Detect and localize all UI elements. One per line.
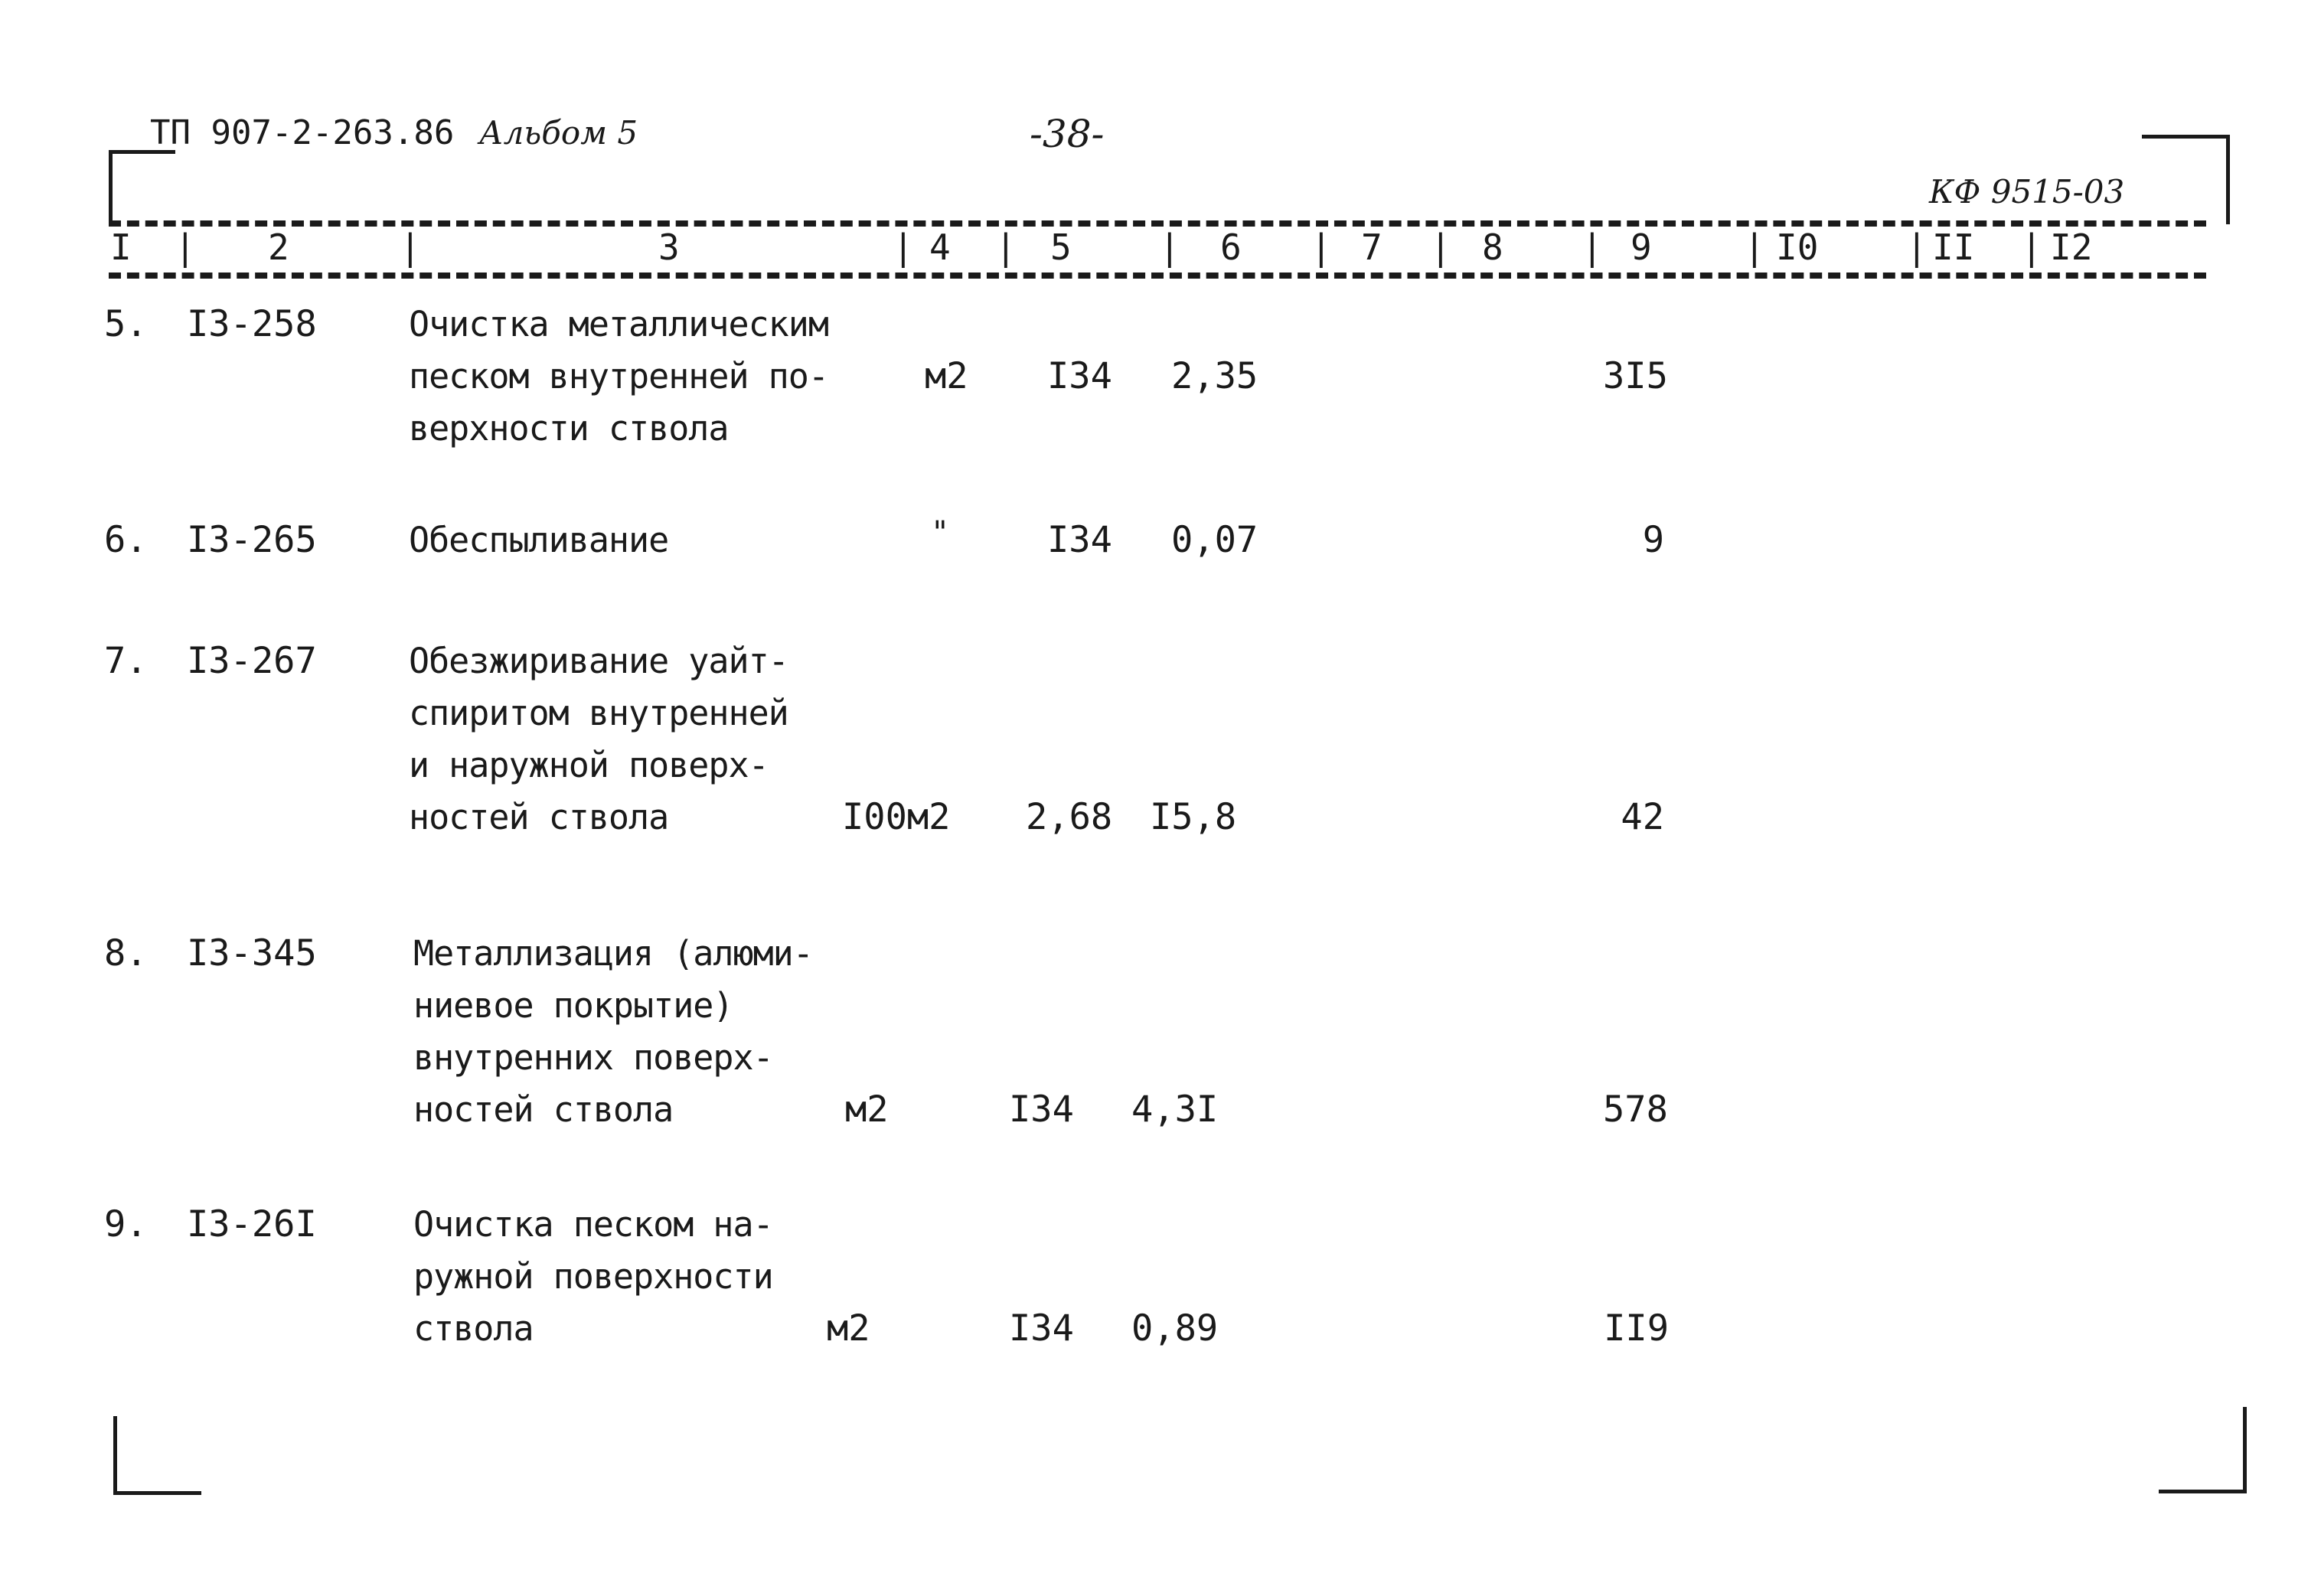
- description-line: ствола: [413, 1308, 534, 1349]
- quantity: I34: [1009, 1088, 1074, 1131]
- unit-price: 0,89: [1131, 1307, 1219, 1350]
- column-divider: |: [1159, 227, 1180, 268]
- column-number: 3: [658, 227, 680, 268]
- column-divider: |: [1311, 227, 1332, 268]
- column-divider: |: [1582, 227, 1603, 268]
- norm-code: I3-26I: [187, 1203, 317, 1245]
- description-line: Обеспыливание: [409, 520, 669, 560]
- column-divider: |: [995, 227, 1017, 268]
- description-line: ностей ствола: [413, 1089, 674, 1130]
- header-rule-top: [109, 220, 2206, 227]
- document-code: [150, 113, 638, 152]
- row-number: 5.: [104, 303, 148, 345]
- column-divider: |: [1430, 227, 1451, 268]
- total-cost: II9: [1604, 1307, 1669, 1350]
- description-line: песком внутренней по-: [409, 356, 828, 397]
- column-divider: |: [893, 227, 914, 268]
- unit-price: 4,3I: [1131, 1088, 1219, 1131]
- norm-code: I3-258: [187, 303, 317, 345]
- column-divider: |: [2021, 227, 2042, 268]
- description-line: Очистка металлическим: [409, 304, 828, 344]
- document-code-text: ТП 907-2-263.86: [150, 113, 455, 152]
- column-number: 5: [1050, 227, 1072, 268]
- page-number: -38-: [1030, 112, 1105, 156]
- top-right-frame-bracket: [2142, 135, 2230, 224]
- total-cost: 42: [1621, 796, 1664, 838]
- column-divider: |: [1906, 227, 1928, 268]
- total-cost: 3I5: [1603, 355, 1668, 397]
- unit-price: 2,35: [1171, 355, 1258, 397]
- norm-code: I3-265: [187, 519, 317, 561]
- header-rule-bottom: [109, 273, 2206, 279]
- column-number: 9: [1631, 227, 1652, 268]
- total-cost: 9: [1642, 519, 1664, 561]
- column-number: II: [1932, 227, 1975, 268]
- description-line: ружной поверхности: [413, 1256, 773, 1297]
- album-label: Альбом 5: [478, 114, 638, 152]
- column-number: 8: [1482, 227, 1503, 268]
- description-line: внутренних поверх-: [413, 1037, 773, 1078]
- quantity: 2,68: [1026, 796, 1113, 838]
- column-divider: |: [175, 227, 196, 268]
- description-line: ностей ствола: [409, 797, 669, 837]
- row-number: 9.: [104, 1203, 148, 1245]
- column-number: I: [110, 227, 132, 268]
- norm-code: I3-267: [187, 640, 317, 682]
- column-number: I0: [1776, 227, 1819, 268]
- unit: м2: [827, 1307, 870, 1350]
- description-line: верхности ствола: [409, 408, 729, 449]
- unit: м2: [925, 355, 968, 397]
- description-line: и наружной поверх-: [409, 745, 769, 785]
- top-left-frame-bracket: [109, 150, 175, 224]
- column-number: 2: [268, 227, 289, 268]
- sheet-code: КФ 9515-03: [1929, 173, 2125, 211]
- unit-price: I5,8: [1150, 796, 1237, 838]
- column-number: 7: [1361, 227, 1382, 268]
- description-line: Обезжиривание уайт-: [409, 641, 788, 681]
- bottom-right-frame-bracket: [2159, 1407, 2247, 1493]
- bottom-left-frame-bracket: [113, 1416, 201, 1495]
- column-divider: |: [400, 227, 421, 268]
- column-number: I2: [2050, 227, 2093, 268]
- quantity: I34: [1009, 1307, 1074, 1350]
- column-number: 4: [929, 227, 951, 268]
- quantity: I34: [1047, 519, 1112, 561]
- description-line: Очистка песком на-: [413, 1204, 773, 1245]
- unit: м2: [845, 1088, 889, 1131]
- row-number: 6.: [104, 519, 148, 561]
- column-divider: |: [1744, 227, 1765, 268]
- description-line: спиритом внутренней: [409, 693, 788, 733]
- description-line: Металлизация (алюми-: [413, 933, 813, 974]
- description-line: ниевое покрытие): [413, 985, 733, 1026]
- column-number: 6: [1220, 227, 1242, 268]
- quantity: I34: [1047, 355, 1112, 397]
- unit-price: 0,07: [1171, 519, 1258, 561]
- unit: I00м2: [842, 796, 951, 838]
- norm-code: I3-345: [187, 932, 317, 974]
- unit: ": [931, 515, 950, 550]
- row-number: 8.: [104, 932, 148, 974]
- total-cost: 578: [1603, 1088, 1668, 1131]
- row-number: 7.: [104, 640, 148, 682]
